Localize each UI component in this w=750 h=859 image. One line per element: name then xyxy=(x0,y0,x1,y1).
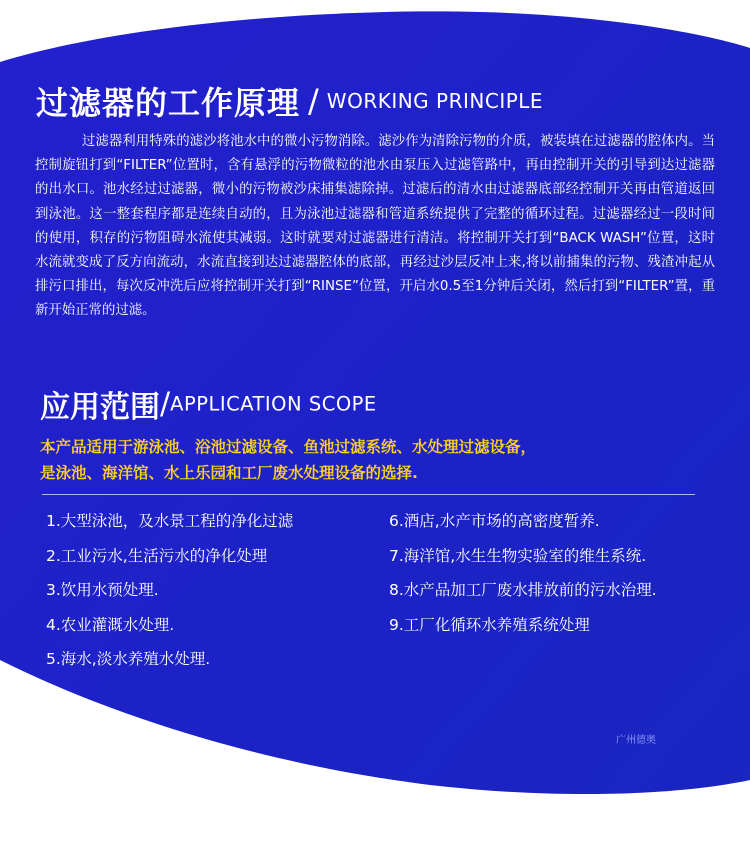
list-item: 9.工厂化循环水养殖系统处理 xyxy=(389,615,590,634)
list-item: 6.酒店,水产市场的高密度暂养. xyxy=(389,512,600,530)
list-item: 8.水产品加工厂废水排放前的污水治理. xyxy=(389,581,657,599)
list-item: 3.饮用水预处理. xyxy=(46,581,159,599)
scope-title-cn: 应用范围 xyxy=(40,390,160,425)
application-list-left xyxy=(46,508,376,681)
list-item: 4.农业灌溉水处理. xyxy=(46,615,175,634)
divider-line xyxy=(42,494,695,495)
list-item: 2.工业污水,生活污水的净化处理 xyxy=(46,546,268,565)
watermark: 广州德奥 xyxy=(616,735,656,746)
scope-title-en: APPLICATION SCOPE xyxy=(170,392,377,416)
list-item: 5.海水,淡水养殖水处理. xyxy=(46,650,211,668)
highlight-line-1: 本产品适用于游泳池、浴池过滤设备、鱼池过滤系统、水处理过滤设备， xyxy=(40,438,537,456)
scope-title-slash: / xyxy=(160,386,171,422)
title-en: WORKING PRINCIPLE xyxy=(326,89,544,113)
section-title-working-principle xyxy=(36,78,736,128)
highlight-line-2: 是泳池、海洋馆、水上乐园和工厂废水处理设备的选择. xyxy=(40,464,418,482)
working-principle-paragraph: 过滤器利用特殊的滤沙将池水中的微小污物消除。滤沙作为清除污物的介质，被装填在过滤器的腔体内。当控制旋钮打到“FILTER”位置时，含有悬浮的污物微粒的池水由泵压入过滤管路中，再由控制开关的引导到达过滤器的出水口。池水经过过滤器，微小的污物被沙床捕集滤除掉。过滤后的清水由过滤器底部经控制开关再由管道返回到泳池。这一整套程序都是连续自动的，且为泳池过滤器和管道系统提供了完整的循环过程。过滤器经过一段时间的使用，积存的污物阻碍水流使其减弱。这时就要对过滤器进行清洁。将控制开关打到“BACK WASH”位置，这时水流就变成了反方向流动，水流直接到达过滤器腔体的底部，再经过沙层反冲上来,将以前捕集的污物、残渣冲起从排污口排出，每次反冲洗后应将控制开关打到“RINSE”位置，开启水0.5至1分钟后关闭，然后打到“FILTER”置，重新开始正常的过滤。 xyxy=(35,134,715,319)
section-title-application-scope xyxy=(40,382,700,426)
application-list-right xyxy=(389,508,729,646)
title-cn: 过滤器的工作原理 xyxy=(36,84,301,122)
title-slash: / xyxy=(308,82,319,120)
list-item: 7.海洋馆,水生生物实验室的维生系统. xyxy=(389,546,647,565)
list-item: 1.大型泳池，及水景工程的净化过滤 xyxy=(46,512,294,530)
application-highlight xyxy=(40,434,700,486)
